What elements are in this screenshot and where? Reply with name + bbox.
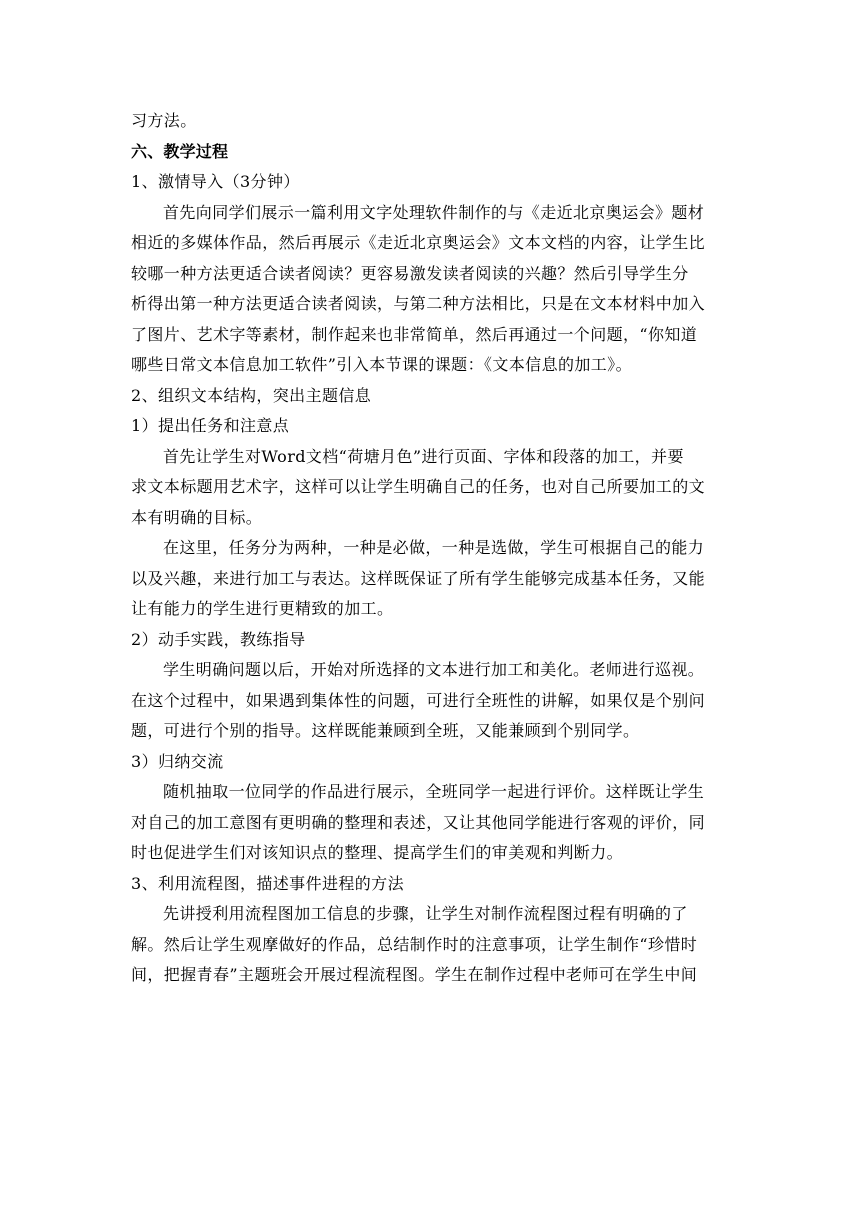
- paragraph-line: 哪些日常文本信息加工软件”引入本节课的课题：《文本信息的加工》。: [131, 355, 632, 374]
- subsection-heading: 2、组织文本结构，突出主题信息: [131, 385, 372, 405]
- subsection-heading: 1、激情导入（3分钟）: [131, 172, 300, 191]
- paragraph-line: 本有明确的目标。: [131, 507, 263, 527]
- paragraph-line: 对自己的加工意图有更明确的整理和表述，又让其他同学能进行客观的评价，同: [131, 812, 706, 832]
- paragraph-line: 较哪一种方法更适合读者阅读？更容易激发读者阅读的兴趣？然后引导学生分: [131, 263, 689, 283]
- paragraph-line: 解。然后让学生观摩做好的作品，总结制作时的注意事项，让学生制作“珍惜时: [131, 934, 698, 954]
- paragraph-line: 相近的多媒体作品，然后再展示《走近北京奥运会》文本文档的内容，让学生比: [131, 233, 706, 252]
- paragraph-line: 先讲授利用流程图加工信息的步骤，让学生对制作流程图过程有明确的了: [163, 904, 688, 923]
- section-heading: 六、教学过程: [131, 141, 229, 161]
- paragraph-line: 首先向同学们展示一篇利用文字处理软件制作的与《走近北京奥运会》题材: [163, 202, 705, 222]
- paragraph-line: 首先让学生对Word文档“荷塘月色”进行页面、字体和段落的加工，并要: [163, 446, 684, 466]
- paragraph-line: 时也促进学生们对该知识点的整理、提高学生们的审美观和判断力。: [131, 843, 624, 862]
- paragraph-line: 让有能力的学生进行更精致的加工。: [131, 599, 394, 618]
- step-heading: 3）归纳交流: [131, 751, 224, 771]
- text-line: 习方法。: [131, 111, 197, 130]
- paragraph-line: 求文本标题用艺术字，这样可以让学生明确自己的任务，也对自己所要加工的文: [131, 477, 706, 496]
- paragraph-line: 在这个过程中，如果遇到集体性的问题，可进行全班性的讲解，如果仅是个别问: [131, 690, 706, 710]
- paragraph-line: 题，可进行个别的指导。这样既能兼顾到全班，又能兼顾到个别同学。: [131, 721, 640, 740]
- paragraph-line: 以及兴趣，来进行加工与表达。这样既保证了所有学生能够完成基本任务，又能: [131, 568, 706, 588]
- step-heading: 2）动手实践，教练指导: [131, 629, 306, 649]
- paragraph-line: 析得出第一种方法更适合读者阅读，与第二种方法相比，只是在文本材料中加入: [131, 294, 706, 313]
- paragraph-line: 学生明确问题以后，开始对所选择的文本进行加工和美化。老师进行巡视。: [163, 660, 705, 679]
- paragraph-line: 随机抽取一位同学的作品进行展示，全班同学一起进行评价。这样既让学生: [163, 782, 705, 801]
- paragraph-line: 了图片、艺术字等素材，制作起来也非常简单，然后再通过一个问题，“你知道: [131, 324, 698, 344]
- paragraph-line: 在这里，任务分为两种，一种是必做，一种是选做，学生可根据自己的能力: [163, 538, 705, 557]
- paragraph-line: 间，把握青春”主题班会开展过程流程图。学生在制作过程中老师可在学生中间: [131, 965, 698, 984]
- step-heading: 1）提出任务和注意点: [131, 416, 290, 435]
- subsection-heading: 3、利用流程图，描述事件进程的方法: [131, 873, 404, 893]
- document-body: [131, 106, 743, 991]
